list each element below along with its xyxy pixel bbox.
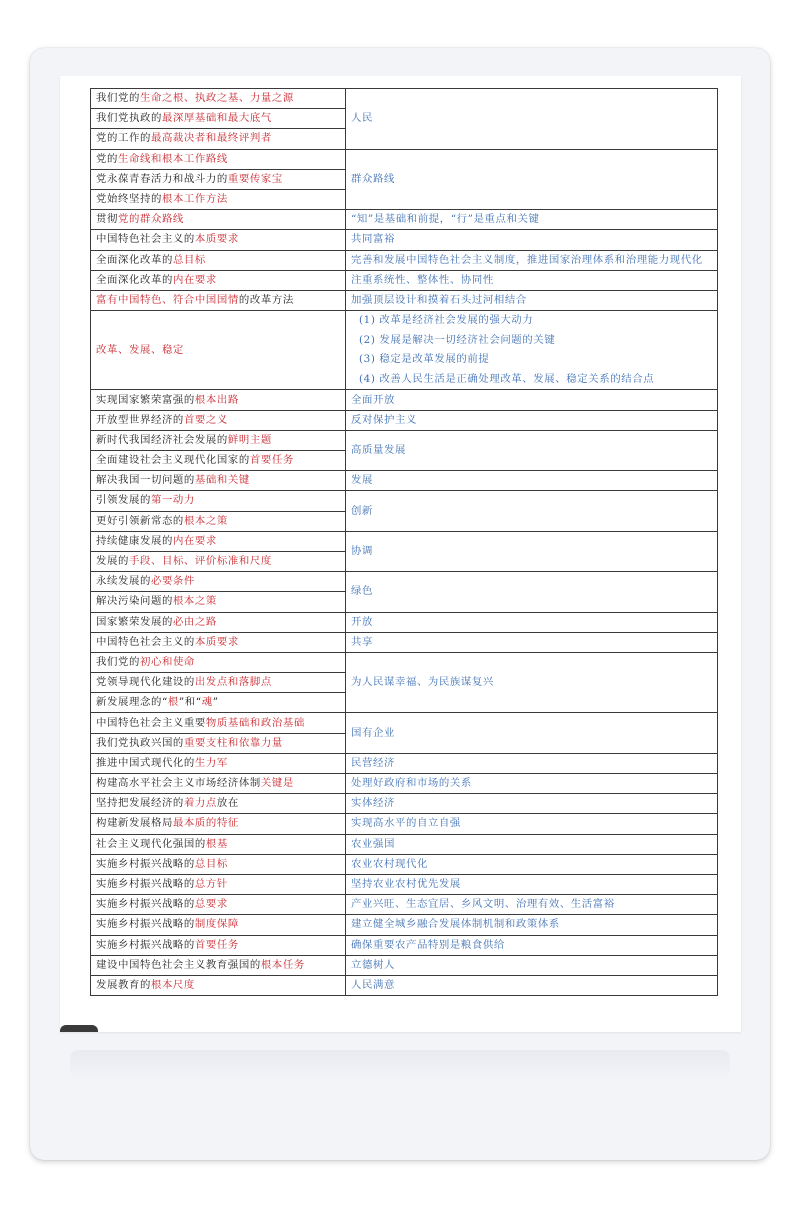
question-text: 持续健康发展的 xyxy=(96,534,173,547)
table-row xyxy=(91,89,718,109)
answer-cell: 确保重要农产品特别是粮食供给 xyxy=(346,935,718,955)
question-cell xyxy=(91,895,346,915)
answer-cell: 群众路线 xyxy=(346,149,718,210)
question-cell xyxy=(91,915,346,935)
table-row xyxy=(91,652,718,672)
answer-cell: 国有企业 xyxy=(346,713,718,753)
answer-cell: 实现高水平的自立自强 xyxy=(346,814,718,834)
answer-cell: 人民 xyxy=(346,89,718,150)
table-row xyxy=(91,290,718,310)
question-cell xyxy=(91,632,346,652)
question-cell xyxy=(91,814,346,834)
answer-cell: 创新 xyxy=(346,491,718,531)
answer-cell: 产业兴旺、生态宜居、乡风文明、治理有效、生活富裕 xyxy=(346,895,718,915)
key-phrase: 根本出路 xyxy=(194,393,239,406)
answer-cell: 民营经济 xyxy=(346,753,718,773)
document-page xyxy=(60,76,741,1032)
answer-list-item: (1) 改革是经济社会发展的强大动力 xyxy=(359,314,534,327)
question-cell xyxy=(91,390,346,410)
question-cell xyxy=(91,311,346,390)
key-phrase: 最本质的特征 xyxy=(172,817,239,830)
key-phrase: 根本之策 xyxy=(172,595,217,608)
question-text: 党的工作的 xyxy=(96,132,151,145)
answer-cell: “知”是基础和前提，“行”是重点和关键 xyxy=(346,210,718,230)
question-cell xyxy=(91,290,346,310)
key-phrase: 关键是 xyxy=(260,777,294,790)
key-phrase: 本质要求 xyxy=(194,635,239,648)
question-text: 解决我国一切问题的 xyxy=(96,474,195,487)
key-phrase: 根本任务 xyxy=(260,958,305,971)
key-phrase: 着力点 xyxy=(183,797,217,810)
question-text: 发展的 xyxy=(96,555,129,568)
question-cell xyxy=(91,935,346,955)
answer-cell: 协调 xyxy=(346,531,718,571)
question-text: 解决污染问题的 xyxy=(96,595,173,608)
question-cell xyxy=(91,955,346,975)
key-phrase: 本质要求 xyxy=(194,233,239,246)
table-row xyxy=(91,612,718,632)
question-cell xyxy=(91,89,346,109)
question-cell xyxy=(91,713,346,733)
key-phrase: 总目标 xyxy=(172,253,206,266)
answer-cell: 绿色 xyxy=(346,572,718,612)
question-text: 推进中国式现代化的 xyxy=(96,756,195,769)
question-cell xyxy=(91,149,346,169)
key-phrase: 改革、发展、稳定 xyxy=(96,343,184,356)
question-text: 开放型世界经济的 xyxy=(96,413,184,426)
question-text: 坚持把发展经济的 xyxy=(96,797,184,810)
question-text: 我们党执政兴国的 xyxy=(96,736,184,749)
table-row xyxy=(91,895,718,915)
question-cell xyxy=(91,572,346,592)
question-text: 党永葆青春活力和战斗力的 xyxy=(96,172,228,185)
question-cell xyxy=(91,189,346,209)
answer-cell: 为人民谋幸福、为民族谋复兴 xyxy=(346,652,718,713)
question-cell xyxy=(91,531,346,551)
answer-cell: 共享 xyxy=(346,632,718,652)
question-text: ” xyxy=(212,696,219,709)
key-phrase: 生命之根、执政之基、力量之源 xyxy=(139,92,294,105)
table-row xyxy=(91,955,718,975)
question-text: 建设中国特色社会主义教育强国的 xyxy=(96,958,261,971)
question-text: 更好引领新常态的 xyxy=(96,514,184,527)
key-phrase: 生命线和根本工作路线 xyxy=(117,152,228,165)
question-cell xyxy=(91,491,346,511)
key-phrase: 重要传家宝 xyxy=(227,172,283,185)
question-cell xyxy=(91,109,346,129)
question-text: 的改革方法 xyxy=(238,293,294,306)
answer-cell: 反对保护主义 xyxy=(346,410,718,430)
answer-cell: 农业农村现代化 xyxy=(346,854,718,874)
question-cell xyxy=(91,169,346,189)
table-row xyxy=(91,250,718,270)
question-cell xyxy=(91,410,346,430)
question-text: 中国特色社会主义的 xyxy=(96,233,195,246)
key-phrase: 手段、目标、评价标准和尺度 xyxy=(128,555,272,568)
question-cell xyxy=(91,874,346,894)
answer-list-item: (2) 发展是解决一切经济社会问题的关键 xyxy=(359,333,556,346)
question-text: 中国特色社会主义的 xyxy=(96,635,195,648)
question-text: 实施乡村振兴战略的 xyxy=(96,878,195,891)
table-row xyxy=(91,753,718,773)
table-row xyxy=(91,713,718,733)
answer-cell: 发展 xyxy=(346,471,718,491)
question-text: 发展教育的 xyxy=(96,978,151,991)
question-text: 全面深化改革的 xyxy=(96,253,173,266)
key-phrase: 党的群众路线 xyxy=(117,213,184,226)
question-text: 中国特色社会主义重要 xyxy=(96,716,206,729)
key-phrase: 必由之路 xyxy=(172,615,217,628)
question-text: 放在 xyxy=(216,797,239,810)
key-phrase: 鲜明主题 xyxy=(227,433,272,446)
table-row xyxy=(91,270,718,290)
key-phrase: 基础和关键 xyxy=(194,474,250,487)
question-cell xyxy=(91,834,346,854)
table-row xyxy=(91,531,718,551)
question-text: ”和“ xyxy=(178,696,202,709)
question-cell xyxy=(91,652,346,672)
question-text: 党领导现代化建设的 xyxy=(96,676,195,689)
question-text: 党始终坚持的 xyxy=(96,193,162,206)
question-cell xyxy=(91,451,346,471)
table-row xyxy=(91,874,718,894)
key-phrase: 根基 xyxy=(205,837,228,850)
question-text: 实施乡村振兴战略的 xyxy=(96,918,195,931)
key-phrase: 制度保障 xyxy=(194,918,239,931)
question-cell xyxy=(91,250,346,270)
question-text: 新时代我国经济社会发展的 xyxy=(96,433,228,446)
key-phrase: 根本尺度 xyxy=(150,978,195,991)
answer-cell: 全面开放 xyxy=(346,390,718,410)
question-text: 我们党的 xyxy=(96,92,140,105)
question-cell xyxy=(91,592,346,612)
question-text: 贯彻 xyxy=(96,213,118,226)
answer-cell: 共同富裕 xyxy=(346,230,718,250)
question-cell xyxy=(91,230,346,250)
answer-list-item: (3) 稳定是改革发展的前提 xyxy=(359,353,490,366)
question-text: 构建新发展格局 xyxy=(96,817,173,830)
question-text: 新发展理念的“ xyxy=(96,696,168,709)
question-text: 实施乡村振兴战略的 xyxy=(96,898,195,911)
table-row xyxy=(91,210,718,230)
answer-cell: 实体经济 xyxy=(346,794,718,814)
question-cell xyxy=(91,471,346,491)
key-phrase: 内在要求 xyxy=(172,273,217,286)
key-phrase: 首要任务 xyxy=(194,938,239,951)
question-text: 社会主义现代化强国的 xyxy=(96,837,206,850)
question-text: 全面深化改革的 xyxy=(96,273,173,286)
key-phrase: 富有中国特色、符合中国国情 xyxy=(96,293,239,306)
key-phrase: 总方针 xyxy=(194,878,228,891)
question-text: 我们党执政的 xyxy=(96,112,162,125)
answer-cell: 农业强国 xyxy=(346,834,718,854)
table-row xyxy=(91,410,718,430)
question-cell xyxy=(91,673,346,693)
table-row xyxy=(91,774,718,794)
answer-cell: 注重系统性、整体性、协同性 xyxy=(346,270,718,290)
question-cell xyxy=(91,774,346,794)
question-cell xyxy=(91,270,346,290)
question-text: 全面建设社会主义现代化国家的 xyxy=(96,454,250,467)
table-row xyxy=(91,471,718,491)
key-phrase: 首要任务 xyxy=(249,454,294,467)
answer-cell: 立德树人 xyxy=(346,955,718,975)
question-text: 实现国家繁荣富强的 xyxy=(96,393,195,406)
question-cell xyxy=(91,612,346,632)
answer-cell xyxy=(346,311,718,390)
answer-cell: 开放 xyxy=(346,612,718,632)
answer-cell: 坚持农业农村优先发展 xyxy=(346,874,718,894)
question-cell xyxy=(91,693,346,713)
key-phrase: 根本工作方法 xyxy=(161,193,228,206)
table-row xyxy=(91,311,718,390)
question-text: 永续发展的 xyxy=(96,575,151,588)
table-row xyxy=(91,794,718,814)
key-phrase: 魂 xyxy=(201,696,213,709)
answer-cell: 建立健全城乡融合发展体制机制和政策体系 xyxy=(346,915,718,935)
table-row xyxy=(91,915,718,935)
question-text: 引领发展的 xyxy=(96,494,151,507)
page-number-tab xyxy=(60,1025,98,1032)
question-cell xyxy=(91,753,346,773)
key-phrase: 最深厚基础和最大底气 xyxy=(161,112,272,125)
question-cell xyxy=(91,511,346,531)
answer-cell: 加强顶层设计和摸着石头过河相结合 xyxy=(346,290,718,310)
table-row xyxy=(91,632,718,652)
key-phrase: 物质基础和政治基础 xyxy=(205,716,305,729)
key-phrase: 生力军 xyxy=(194,756,228,769)
key-phrase: 根 xyxy=(167,696,179,709)
question-text: 我们党的 xyxy=(96,655,140,668)
table-row xyxy=(91,935,718,955)
answer-cell: 高质量发展 xyxy=(346,430,718,470)
key-phrase: 必要条件 xyxy=(150,575,195,588)
table-row xyxy=(91,834,718,854)
question-cell xyxy=(91,210,346,230)
question-text: 国家繁荣发展的 xyxy=(96,615,173,628)
key-phrase: 首要之义 xyxy=(183,413,228,426)
answer-cell: 完善和发展中国特色社会主义制度，推进国家治理体系和治理能力现代化 xyxy=(346,250,718,270)
table-row xyxy=(91,975,718,995)
key-phrase: 内在要求 xyxy=(172,534,217,547)
table-row xyxy=(91,854,718,874)
table-row xyxy=(91,814,718,834)
question-text: 构建高水平社会主义市场经济体制 xyxy=(96,777,261,790)
table-row xyxy=(91,390,718,410)
page-shadow xyxy=(70,1050,730,1080)
table-row xyxy=(91,491,718,511)
question-text: 实施乡村振兴战略的 xyxy=(96,857,195,870)
key-phrase: 总目标 xyxy=(194,857,228,870)
question-cell xyxy=(91,551,346,571)
question-cell xyxy=(91,430,346,450)
question-cell xyxy=(91,733,346,753)
answer-cell: 人民满意 xyxy=(346,975,718,995)
question-cell xyxy=(91,129,346,149)
question-cell xyxy=(91,854,346,874)
key-phrase: 最高裁决者和最终评判者 xyxy=(150,132,272,145)
answer-list-item: (4) 改善人民生活是正确处理改革、发展、稳定关系的结合点 xyxy=(359,372,655,385)
key-phrase: 第一动力 xyxy=(150,494,195,507)
question-cell xyxy=(91,975,346,995)
key-phrase: 根本之策 xyxy=(183,514,228,527)
question-text: 实施乡村振兴战略的 xyxy=(96,938,195,951)
key-phrase: 总要求 xyxy=(194,898,228,911)
key-phrase: 重要支柱和依靠力量 xyxy=(183,736,283,749)
question-text: 党的 xyxy=(96,152,118,165)
answer-cell: 处理好政府和市场的关系 xyxy=(346,774,718,794)
key-phrase: 出发点和落脚点 xyxy=(194,676,272,689)
table-row xyxy=(91,230,718,250)
question-cell xyxy=(91,794,346,814)
table-row xyxy=(91,430,718,450)
table-row xyxy=(91,572,718,592)
table-row xyxy=(91,149,718,169)
knowledge-table xyxy=(90,88,718,996)
key-phrase: 初心和使命 xyxy=(139,655,195,668)
